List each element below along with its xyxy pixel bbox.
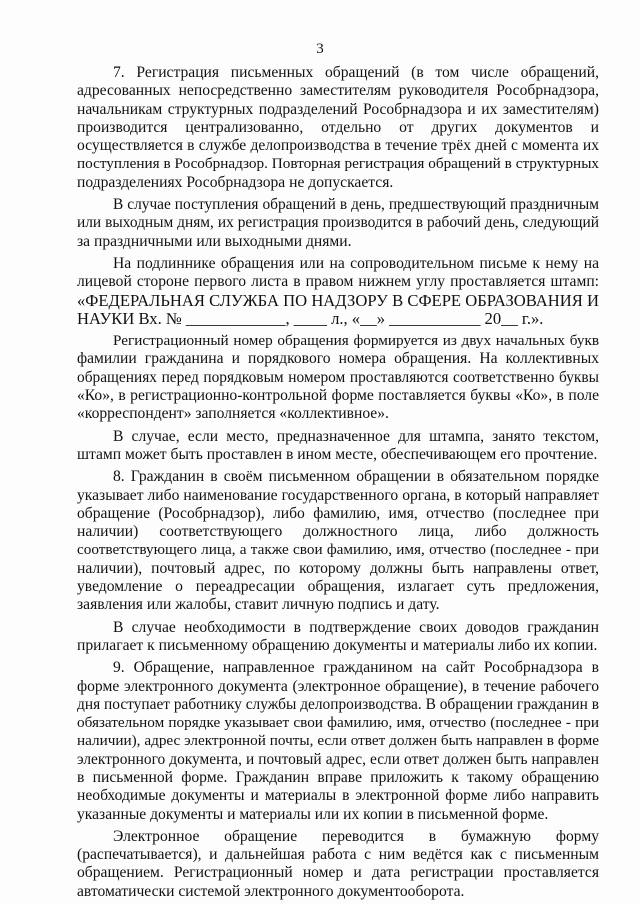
text-line: Регистрационный номер обращения формируется из двух начальных букв <box>113 332 599 350</box>
text-line: электронного документа, и почтовый адрес, если ответ должен быть направлен <box>77 750 599 768</box>
text-line: обращение (Рособрнадзор), либо фамилию, имя, отчество (последнее при <box>77 504 599 522</box>
text-line: форме электронного документа (электронное обращение), в течение рабочего <box>77 677 599 695</box>
text-line: за праздничными или выходными днями. <box>77 232 352 250</box>
text-line: прилагает к письменному обращению документы и материалы либо их копии. <box>77 636 598 654</box>
text-line: в письменной форме. Гражданин вправе приложить к такому обращению <box>77 768 599 786</box>
text-line: необходимые документы и материалы в электронной форме либо направить <box>77 787 599 805</box>
text-line: указанные документы и материалы или их копии в письменной форме. <box>77 805 549 823</box>
text-line: соответствующего лица, а также свои фамилию, имя, отчество (последнее - при <box>77 541 599 559</box>
text-line: 9. Обращение, направленное гражданином на сайт Рособрнадзора в <box>113 659 599 677</box>
text-line: «корреспондент» заполняется «коллективное». <box>77 405 389 423</box>
text-line: заявления или жалобы, ставит личную подпись и дату. <box>77 596 440 614</box>
text-line: 8. Гражданин в своём письменном обращении в обязательном порядке <box>113 468 599 486</box>
text-line: подразделениях Рособрнадзора не допускается. <box>77 173 394 191</box>
text-line: дня поступает работнику службы делопроизводства. В обращении гражданин в <box>77 695 599 713</box>
text-line: фамилии гражданина и порядкового номера обращения. На коллективных <box>77 350 599 368</box>
text-line: (распечатывается), и дальнейшая работа с ним ведётся как с письменным <box>77 846 599 864</box>
text-line: На подлиннике обращения или на сопроводительном письме к нему на <box>113 254 599 272</box>
text-line: производится централизованно, отдельно от других документов и <box>77 118 599 136</box>
text-line: начальникам структурных подразделений Рособрнадзора и их заместителям) <box>77 100 599 118</box>
text-line: лицевой стороне первого листа в правом нижнем углу проставляется штамп: <box>77 273 599 291</box>
text-line: В случае, если место, предназначенное для штампа, занято текстом, <box>113 427 599 445</box>
text-line: автоматически системой электронного документооборота. <box>77 882 465 900</box>
text-line: «Ко», в регистрационно-контрольной форме поставляется буквы «Ко», в поле <box>77 387 599 405</box>
text-line: осуществляется в службе делопроизводства в течение трёх дней с момента их <box>77 137 599 155</box>
text-line: адресованных непосредственно заместителям руководителя Рособрнадзора, <box>77 82 599 100</box>
text-line: В случае поступления обращений в день, предшествующий праздничным <box>113 196 599 214</box>
text-line: «ФЕДЕРАЛЬНАЯ СЛУЖБА ПО НАДЗОРУ В СФЕРЕ ОБРАЗОВАНИЯ И <box>77 290 599 310</box>
text-line: наличии), почтовый адрес, по которому должны быть направлены ответ, <box>77 559 599 577</box>
text-line: Электронное обращение переводится в бумажную форму <box>113 827 599 845</box>
text-line: штамп может быть проставлен в ином месте, обеспечивающем его прочтение. <box>77 445 598 463</box>
text-line: или выходным дням, их регистрация производится в рабочий день, следующий <box>77 214 599 232</box>
text-line: указывает либо наименование государственного органа, в который направляет <box>77 486 599 504</box>
text-line: НАУКИ Вх. № ____________, ____ л., «__» ___________ 20__ г.». <box>77 308 544 328</box>
text-line: поступления в Рособрнадзор. Повторная регистрация обращений в структурных <box>77 155 599 173</box>
text-line: уведомление о переадресации обращения, излагает суть предложения, <box>77 578 599 596</box>
page-number: 3 <box>316 41 324 57</box>
text-line: обращением. Регистрационный номер и дата регистрации проставляется <box>77 864 599 882</box>
text-line: обращениях перед порядковым номером проставляются соответственно буквы <box>77 368 599 386</box>
text-line: наличии) соответствующего должностного лица, либо должность <box>77 523 599 541</box>
text-line: наличии), адрес электронной почты, если ответ должен быть направлен в форме <box>77 732 599 750</box>
text-line: В случае необходимости в подтверждение своих доводов гражданин <box>113 618 599 636</box>
document-body <box>77 64 599 901</box>
text-line: 7. Регистрация письменных обращений (в том числе обращений, <box>113 64 599 81</box>
text-line: обязательном порядке указывает свои фамилию, имя, отчество (последнее - при <box>77 714 599 732</box>
